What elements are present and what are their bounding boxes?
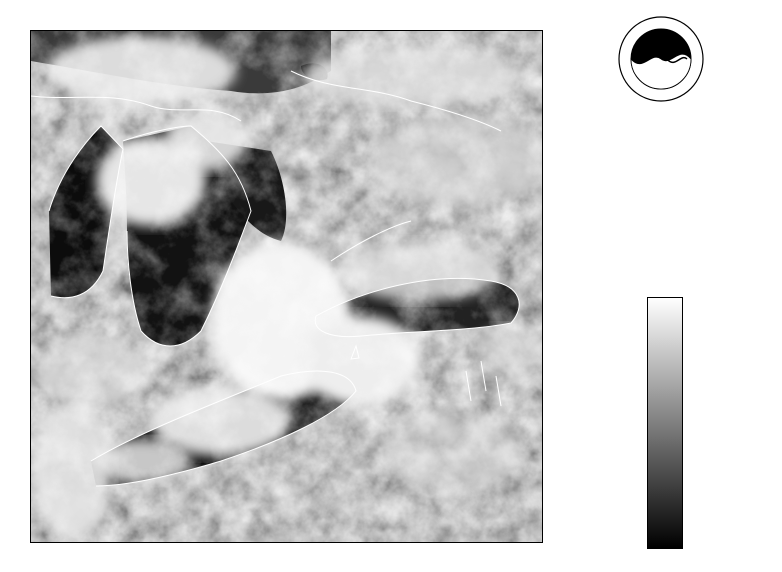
noaa-logo (617, 15, 705, 103)
cloud-layer (31, 31, 542, 542)
satellite-image (30, 30, 543, 543)
colorbar (647, 297, 683, 549)
satellite-scene (31, 31, 542, 542)
